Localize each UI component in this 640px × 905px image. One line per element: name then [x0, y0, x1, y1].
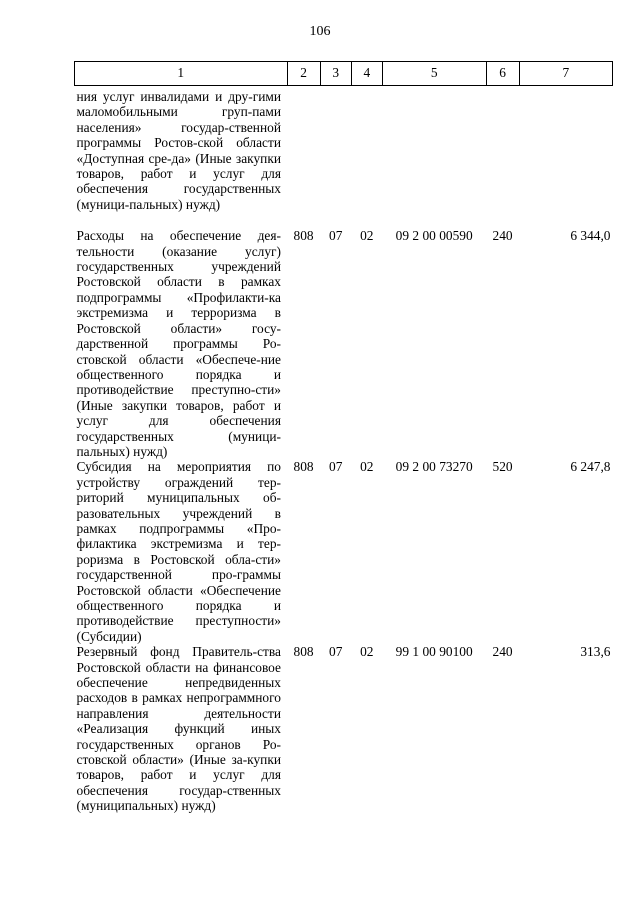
- cell-expense-type: 520: [492, 459, 513, 475]
- cell-ministry: 808: [293, 228, 314, 244]
- cell-ministry: 808: [293, 644, 314, 660]
- column-header: 3: [320, 62, 351, 86]
- table-row: [75, 228, 613, 459]
- budget-table: [74, 61, 613, 814]
- row-description: Расходы на обеспечение дея-тельности (оказание услуг) государственных учреждений Ростовской области в рамках подпрограммы «Профилакти-ка экстремизма и терроризма в Ростовской области» госу-дарственной программы Ро-стовской области «Обеспече-ние общественного порядка и противодействие преступно-сти» (Иные закупки товаров, работ и услуг для обеспечения государственных (муници-пальных) нужд): [76, 228, 281, 459]
- cell-amount: 313,6: [580, 644, 611, 660]
- cell-subsection: [351, 86, 382, 229]
- cell-amount: 6 247,8: [570, 459, 611, 475]
- column-header: 5: [382, 62, 486, 86]
- column-header: 4: [351, 62, 382, 86]
- column-header: 7: [519, 62, 612, 86]
- cell-target-article: 09 2 00 00590: [395, 228, 473, 244]
- column-header: 6: [486, 62, 519, 86]
- cell-section: 07: [329, 228, 343, 244]
- cell-subsection: 02: [360, 459, 374, 475]
- row-description: ния услуг инвалидами и дру-гими маломобильными груп-пами населения» государ-ственной программы Ростов-ской области «Доступная сре-да» (Иные закупки товаров, работ и услуг для обеспечения государственных (муници-пальных) нужд): [76, 89, 281, 212]
- cell-target-article: 99 1 00 90100: [395, 644, 473, 660]
- page-number: 106: [309, 24, 331, 39]
- cell-section: 07: [329, 644, 343, 660]
- cell-target-article: [382, 86, 486, 229]
- table-header-row: [75, 62, 613, 86]
- cell-ministry: 808: [293, 459, 314, 475]
- table-row: [75, 459, 613, 644]
- table-row: [75, 86, 613, 229]
- cell-section: [320, 86, 351, 229]
- cell-amount: 6 344,0: [570, 228, 611, 244]
- cell-target-article: 09 2 00 73270: [395, 459, 473, 475]
- cell-subsection: 02: [360, 644, 374, 660]
- cell-expense-type: [486, 86, 519, 229]
- row-description: Резервный фонд Правитель-ства Ростовской области на финансовое обеспечение непредвиденных расходов в рамках непрограммного направления деятельности «Реализация функций иных государственных органов Ро-стовской области» (Иные за-купки товаров, работ и услуг для обеспечения государ-ственных (муниципальных) нужд): [76, 644, 281, 814]
- cell-ministry: [287, 86, 320, 229]
- cell-section: 07: [329, 459, 343, 475]
- cell-expense-type: 240: [492, 644, 513, 660]
- column-header: 1: [75, 62, 288, 86]
- table-row: [75, 644, 613, 813]
- cell-expense-type: 240: [492, 228, 513, 244]
- cell-subsection: 02: [360, 228, 374, 244]
- column-header: 2: [287, 62, 320, 86]
- cell-amount: [519, 86, 612, 229]
- row-description: Субсидия на мероприятия по устройству ограждений тер-риторий муниципальных об-разовательных учреждений в рамках подпрограммы «Про-филактика экстремизма и тер-роризма в Ростовской обла-сти» государственной про-граммы Ростовской области «Обеспечение общественного порядка и противодействие преступности» (Субсидии): [76, 459, 281, 644]
